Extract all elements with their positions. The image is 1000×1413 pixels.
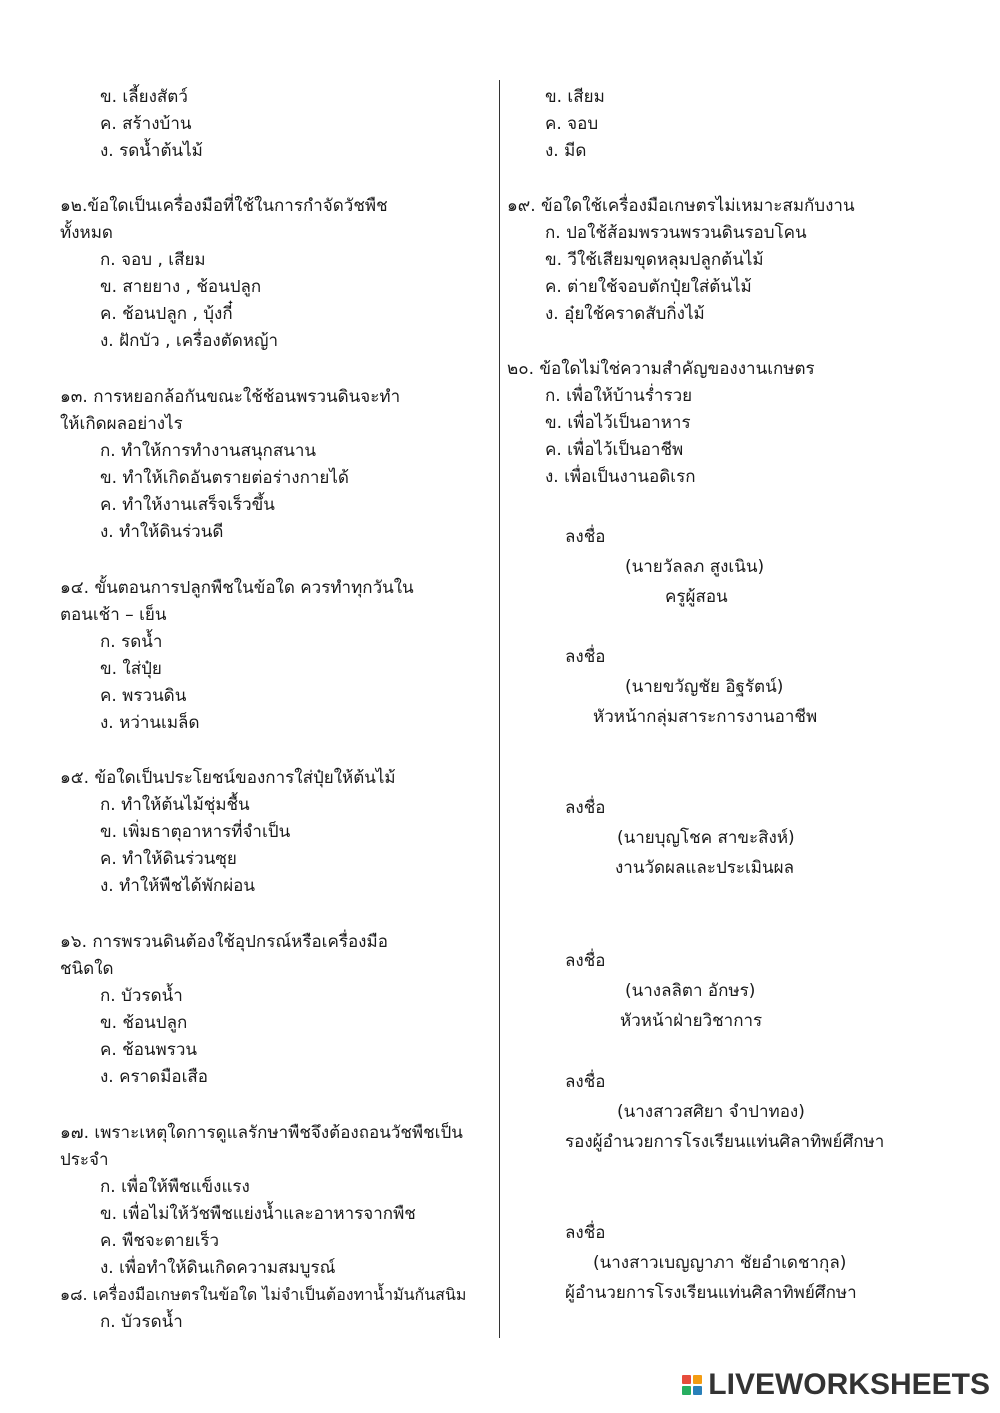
logo-square-red bbox=[682, 1375, 691, 1384]
q13-option-a: ก. ทำให้การทำงานสนุกสนาน bbox=[100, 441, 317, 461]
q12-option-a: ก. จอบ , เสียม bbox=[100, 250, 206, 270]
q20-option-d: ง. เพื่อเป็นงานอดิเรก bbox=[545, 467, 696, 487]
q16-question-cont: ชนิดใด bbox=[60, 959, 114, 979]
q18-option-d: ง. มีด bbox=[545, 141, 587, 161]
liveworksheets-logo-icon bbox=[682, 1375, 702, 1395]
q16-option-a: ก. บัวรดน้ำ bbox=[100, 986, 183, 1006]
q20-option-b: ข. เพื่อไว้เป็นอาหาร bbox=[545, 413, 691, 433]
q12-option-b: ข. สายยาง , ช้อนปลูก bbox=[100, 277, 262, 297]
q15-option-a: ก. ทำให้ต้นไม้ชุ่มชื้น bbox=[100, 795, 250, 815]
signature-1-name: (นายวัลลภ สูงเนิน) bbox=[625, 557, 765, 577]
q11-option-b: ข. เลี้ยงสัตว์ bbox=[100, 87, 188, 107]
q15-option-c: ค. ทำให้ดินร่วนซุย bbox=[100, 849, 237, 869]
logo-square-blue bbox=[693, 1386, 702, 1395]
signature-2-name: (นายขวัญชัย อิฐรัตน์) bbox=[625, 677, 784, 697]
q19-option-d: ง. อุ๋ยใช้คราดสับกิ่งไม้ bbox=[545, 304, 705, 324]
signature-4-role: หัวหน้าฝ่ายวิชาการ bbox=[620, 1011, 763, 1031]
signature-1-role: ครูผู้สอน bbox=[665, 587, 728, 607]
q15-option-b: ข. เพิ่มธาตุอาหารที่จำเป็น bbox=[100, 822, 291, 842]
signature-2-role: หัวหน้ากลุ่มสาระการงานอาชีพ bbox=[593, 707, 818, 727]
signature-6-role: ผู้อำนวยการโรงเรียนแท่นศิลาทิพย์ศึกษา bbox=[565, 1283, 857, 1303]
q15-question: ๑๕. ข้อใดเป็นประโยชน์ของการใส่ปุ๋ยให้ต้นไม้ bbox=[60, 768, 396, 788]
q20-question: ๒๐. ข้อใดไม่ใช่ความสำคัญของงานเกษตร bbox=[507, 359, 815, 379]
q16-option-b: ข. ช้อนปลูก bbox=[100, 1013, 188, 1033]
q14-option-d: ง. หว่านเมล็ด bbox=[100, 713, 200, 733]
q19-option-b: ข. วีใช้เสียมขุดหลุมปลูกต้นไม้ bbox=[545, 250, 764, 270]
logo-square-green bbox=[682, 1386, 691, 1395]
q17-option-a: ก. เพื่อให้พืชแข็งแรง bbox=[100, 1177, 250, 1197]
q14-question: ๑๔. ขั้นตอนการปลูกพืชในข้อใด ควรทำทุกวันใน bbox=[60, 578, 414, 598]
q16-option-d: ง. คราดมือเสือ bbox=[100, 1067, 209, 1087]
liveworksheets-brand bbox=[682, 1365, 990, 1405]
q13-option-c: ค. ทำให้งานเสร็จเร็วขึ้น bbox=[100, 495, 275, 515]
signature-1-label: ลงชื่อ bbox=[565, 527, 606, 547]
logo-square-orange bbox=[693, 1375, 702, 1384]
q17-option-c: ค. พืชจะตายเร็ว bbox=[100, 1231, 220, 1251]
q20-option-a: ก. เพื่อให้บ้านร่ำรวย bbox=[545, 386, 693, 406]
signature-6-label: ลงชื่อ bbox=[565, 1223, 606, 1243]
signature-4-name: (นางลลิตา อักษร) bbox=[625, 981, 756, 1001]
q11-option-c: ค. สร้างบ้าน bbox=[100, 114, 192, 134]
signature-5-role: รองผู้อำนวยการโรงเรียนแท่นศิลาทิพย์ศึกษา bbox=[565, 1132, 885, 1152]
signature-3-role: งานวัดผลและประเมินผล bbox=[615, 858, 795, 878]
q16-question: ๑๖. การพรวนดินต้องใช้อุปกรณ์หรือเครื่องมือ bbox=[60, 932, 388, 952]
q15-option-d: ง. ทำให้พืชได้พักผ่อน bbox=[100, 876, 255, 896]
q18-option-c: ค. จอบ bbox=[545, 114, 599, 134]
q19-option-a: ก. ปอใช้ส้อมพรวนพรวนดินรอบโคน bbox=[545, 223, 807, 243]
q11-option-d: ง. รดน้ำต้นไม้ bbox=[100, 141, 203, 161]
q13-option-b: ข. ทำให้เกิดอันตรายต่อร่างกายได้ bbox=[100, 468, 349, 488]
q13-question: ๑๓. การหยอกล้อกันขณะใช้ช้อนพรวนดินจะทำ bbox=[60, 387, 401, 407]
q18-option-b: ข. เสียม bbox=[545, 87, 605, 107]
column-divider bbox=[499, 80, 500, 1338]
q17-question: ๑๗. เพราะเหตุใดการดูแลรักษาพืชจึงต้องถอนวัชพืชเป็น bbox=[60, 1123, 463, 1143]
q12-question-cont: ทั้งหมด bbox=[60, 223, 113, 243]
brand-text: LIVEWORKSHEETS bbox=[708, 1368, 990, 1401]
signature-3-label: ลงชื่อ bbox=[565, 798, 606, 818]
q14-option-a: ก. รดน้ำ bbox=[100, 632, 163, 652]
q17-question-cont: ประจำ bbox=[60, 1150, 109, 1170]
q19-option-c: ค. ต่ายใช้จอบตักปุ๋ยใส่ต้นไม้ bbox=[545, 277, 752, 297]
q17-option-d: ง. เพื่อทำให้ดินเกิดความสมบูรณ์ bbox=[100, 1258, 336, 1278]
q13-question-cont: ให้เกิดผลอย่างไร bbox=[60, 414, 183, 434]
signature-5-label: ลงชื่อ bbox=[565, 1072, 606, 1092]
signature-3-name: (นายบุญโชค สาขะสิงห์) bbox=[617, 828, 795, 848]
q18-question: ๑๘. เครื่องมือเกษตรในข้อใด ไม่จำเป็นต้องทาน้ำมันกันสนิม bbox=[60, 1285, 467, 1304]
q12-question: ๑๒.ข้อใดเป็นเครื่องมือที่ใช้ในการกำจัดวัชพืช bbox=[60, 196, 388, 216]
q14-option-b: ข. ใส่ปุ๋ย bbox=[100, 659, 162, 679]
signature-4-label: ลงชื่อ bbox=[565, 951, 606, 971]
q13-option-d: ง. ทำให้ดินร่วนดี bbox=[100, 522, 224, 542]
q12-option-c: ค. ช้อนปลูก , บุ้งกี๋ bbox=[100, 304, 233, 324]
signature-5-name: (นางสาวสศิยา จำปาทอง) bbox=[617, 1102, 805, 1122]
q17-option-b: ข. เพื่อไม่ให้วัชพืชแย่งน้ำและอาหารจากพืช bbox=[100, 1204, 416, 1224]
q14-question-cont: ตอนเช้า – เย็น bbox=[60, 605, 167, 625]
q12-option-d: ง. ฝักบัว , เครื่องตัดหญ้า bbox=[100, 331, 279, 351]
signature-6-name: (นางสาวเบญญาภา ชัยอำเดชากุล) bbox=[593, 1253, 847, 1273]
q16-option-c: ค. ช้อนพรวน bbox=[100, 1040, 198, 1060]
q20-option-c: ค. เพื่อไว้เป็นอาชีพ bbox=[545, 440, 684, 460]
q19-question: ๑๙. ข้อใดใช้เครื่องมือเกษตรไม่เหมาะสมกับงาน bbox=[507, 196, 855, 216]
q18-option-a: ก. บัวรดน้ำ bbox=[100, 1312, 183, 1332]
q14-option-c: ค. พรวนดิน bbox=[100, 686, 187, 706]
signature-2-label: ลงชื่อ bbox=[565, 647, 606, 667]
